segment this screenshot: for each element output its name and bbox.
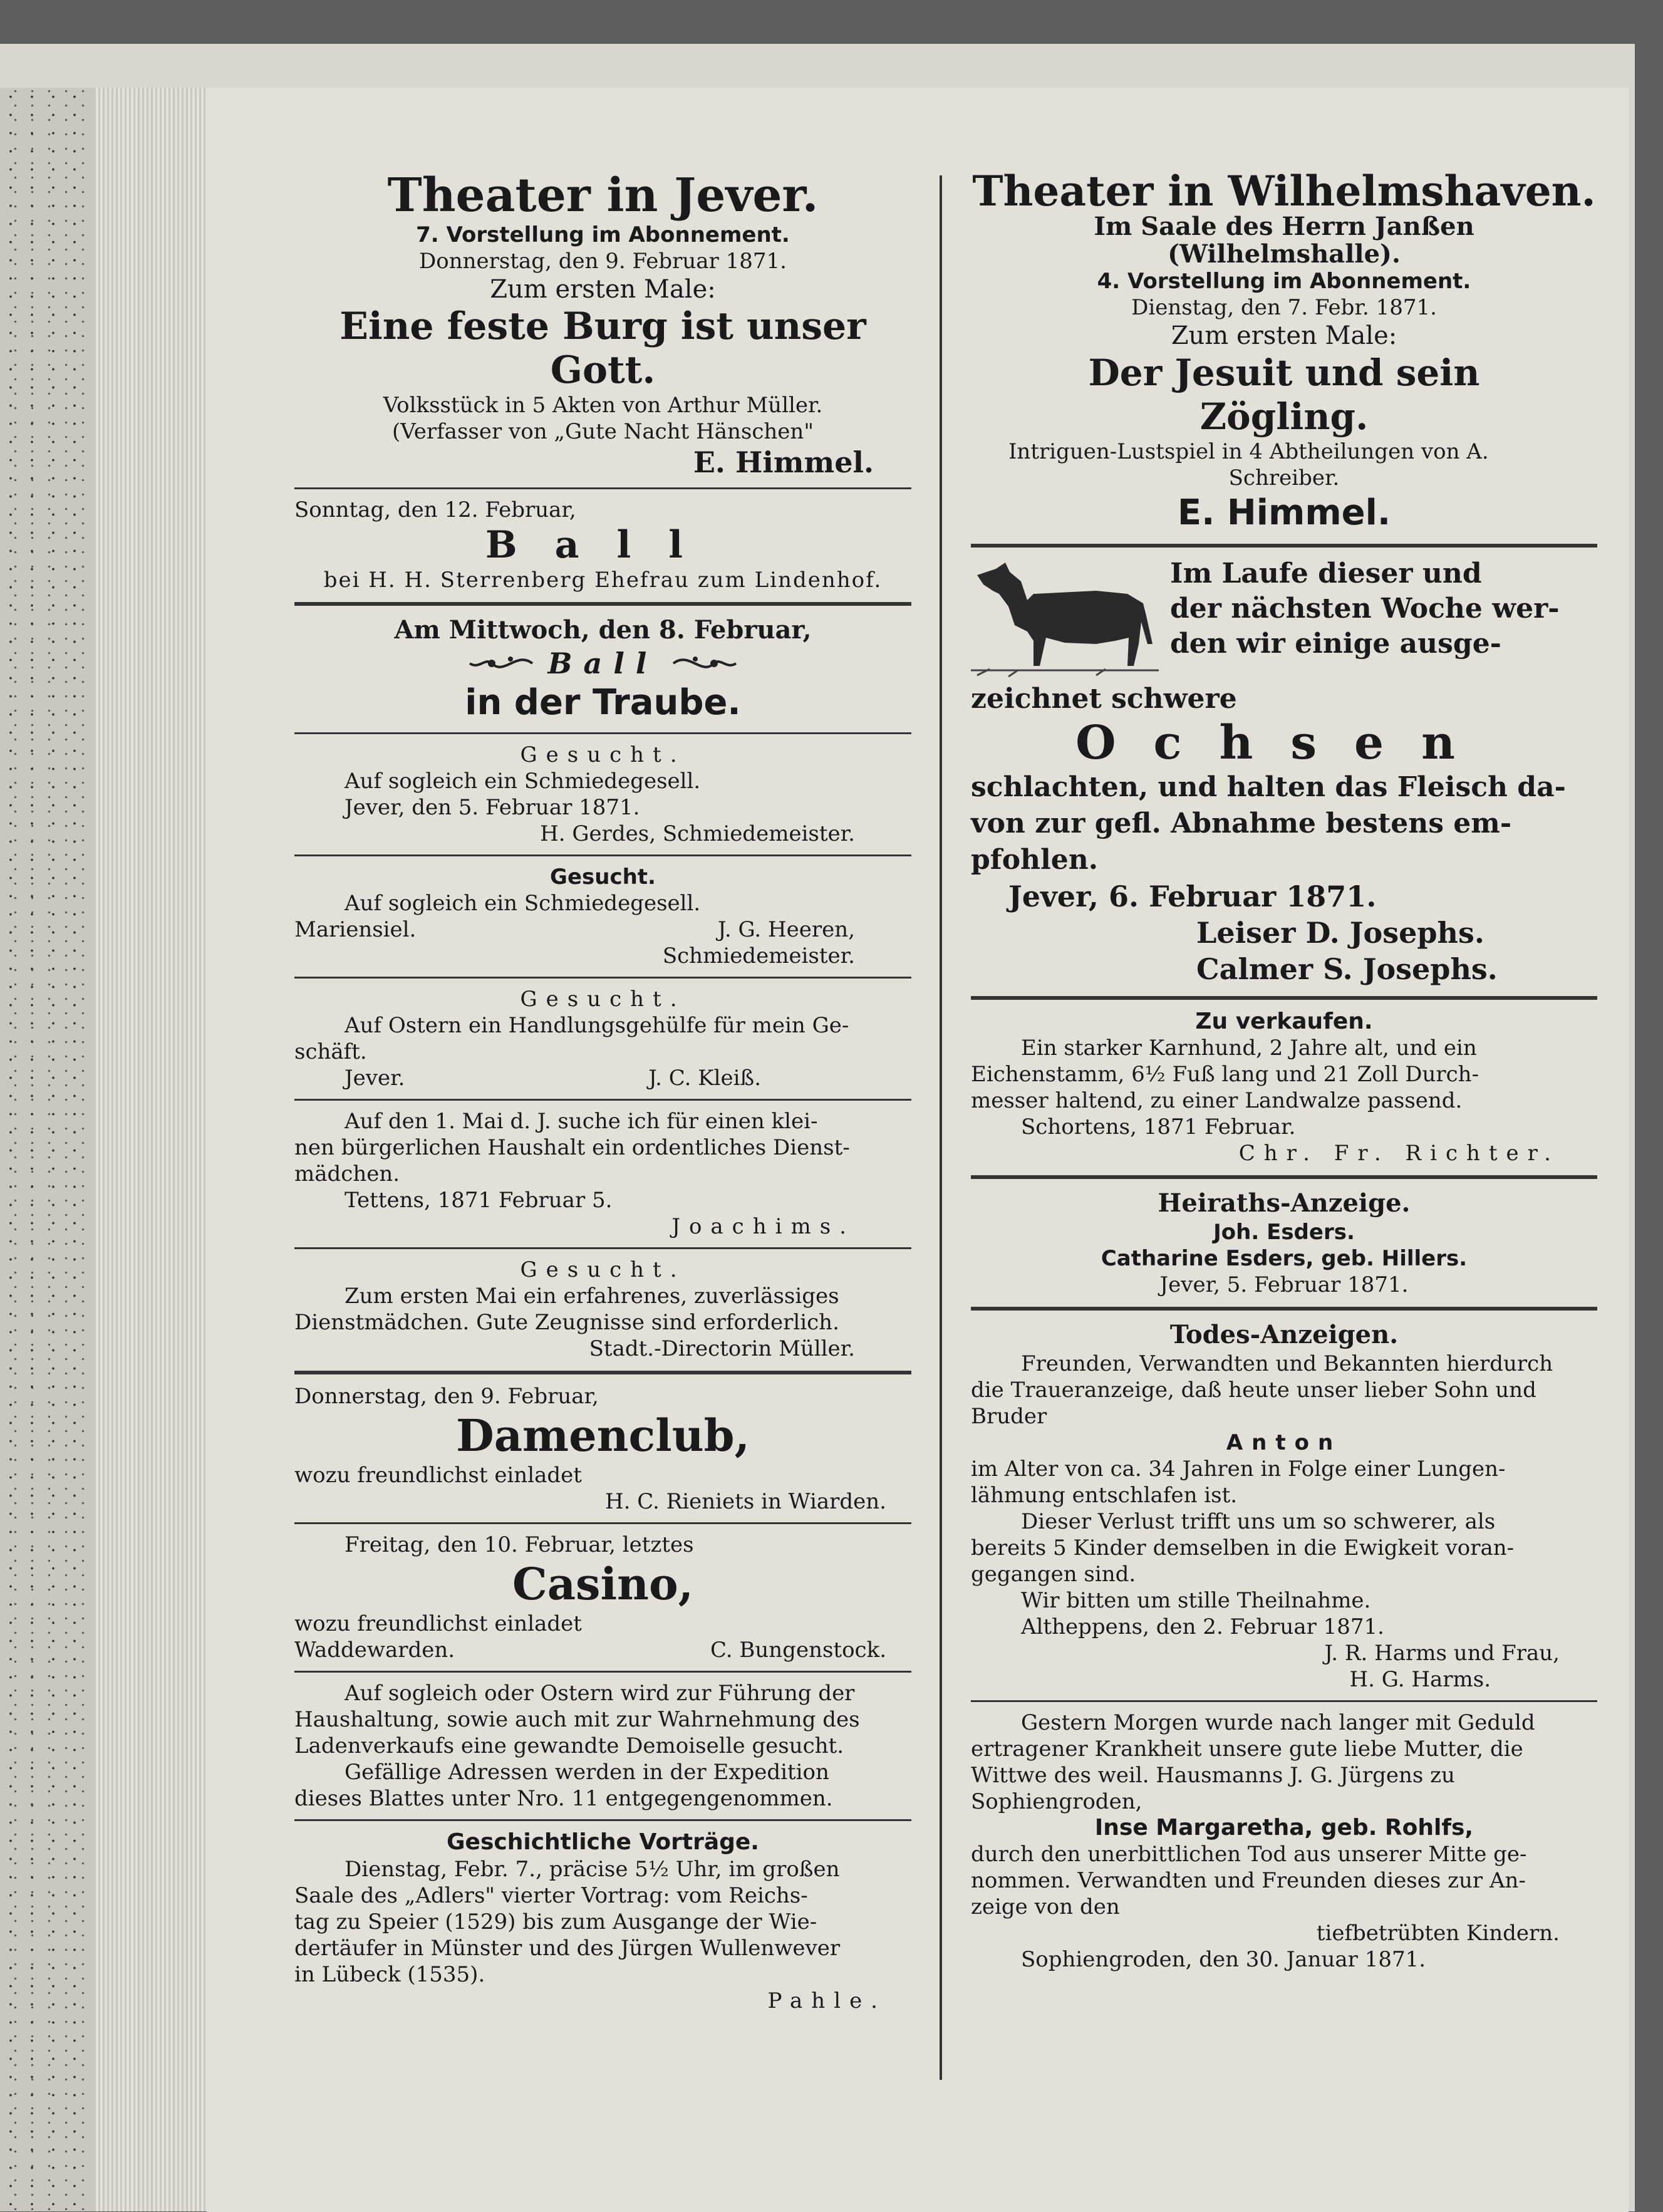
casino-name: C. Bungenstock. [710,1638,886,1663]
divider [294,1819,911,1821]
sale-head: Zu verkaufen. [1195,1009,1373,1034]
ball2-date: Am Mittwoch, den 8. Februar, [394,615,812,645]
ad4-line: nen bürgerlichen Haushalt ein ordentliches Dienst- [294,1135,850,1160]
ox-sign: Leiser D. Josephs. [1196,916,1484,950]
death-line: lähmung entschlafen ist. [971,1483,1238,1508]
death-head: Todes-Anzeigen. [1169,1320,1399,1349]
death-sign: H. G. Harms. [1349,1667,1491,1692]
ox-line: zeichnet schwere [971,683,1237,715]
theater-jever-author: (Verfasser von „Gute Nacht Hänschen" [392,419,814,444]
ox-illustration-icon [971,556,1159,682]
ball2-place: in der Traube. [465,682,741,723]
ad4-line: mädchen. [294,1161,400,1186]
divider [971,996,1597,1000]
divider [294,602,911,606]
ad-demoiselle [294,1680,911,1812]
death2-line: nommen. Verwandten und Freunden dieses zur An- [971,1868,1526,1893]
theater-wh-play-1: Der Jesuit und sein [1088,351,1480,394]
ox-line: schlachten, und halten das Fleisch da- [971,771,1566,803]
divider [971,1175,1597,1179]
ad-schmied-2 [294,864,911,969]
death2-name: Inse Margaretha, geb. Rohlfs, [1094,1815,1474,1841]
death2-line: Wittwe des weil. Hausmanns J. G. Jürgens zu [971,1763,1455,1788]
ox-sign: Calmer S. Josephs. [1196,952,1498,986]
vortrag-line: dertäufer in Münster und des Jürgen Wullenwever [294,1936,841,1961]
divider [294,1671,911,1673]
ad4-name: Joachims. [671,1214,855,1239]
sale-line: Eichenstamm, 6½ Fuß lang und 21 Zoll Durch- [971,1062,1479,1087]
left-flourish-icon [467,648,536,679]
death-sign: J. R. Harms und Frau, [1324,1641,1560,1666]
ad5-line: Stadt.-Directorin Müller. [589,1336,855,1361]
ad5-head: Gesucht. [520,1257,686,1282]
sale-sign: Chr. Fr. Richter. [1238,1141,1560,1166]
club-line: wozu freundlichst einladet [294,1463,582,1488]
death-line: Dieser Verlust trifft uns um so schwerer, als [1021,1509,1496,1534]
ad-schmied-1 [294,742,911,847]
theater-jever-play-1: Eine feste Burg ist unser [339,304,866,348]
ochsen-header [971,556,1597,682]
ball2-ornament [294,646,911,681]
ad3-place: Jever. [345,1066,405,1091]
ad3-name: J. C. Kleiß. [648,1066,761,1091]
divider [294,977,911,979]
club-date: Donnerstag, den 9. Februar, [294,1384,599,1409]
ad4-line: Auf den 1. Mai d. J. suche ich für einen klei- [345,1109,818,1134]
death2-line: durch den unerbittlichen Tod aus unserer Mitte ge- [971,1842,1527,1867]
death2-line: tiefbetrübten Kindern. [1316,1921,1560,1946]
ad6-line: dieses Blattes unter Nro. 11 entgegengenommen. [294,1786,833,1811]
ochsen-title: Ochsen [1075,716,1493,770]
death-line: Wir bitten um stille Theilnahme. [1021,1588,1371,1613]
ochsen-intro [1170,556,1597,662]
casino-date: Freitag, den 10. Februar, letztes [345,1532,694,1557]
todes-ad-2 [971,1710,1597,1973]
ad1-head: Gesucht. [520,742,686,767]
death-line: Bruder [971,1404,1047,1429]
ad6-line: Ladenverkaufs eine gewandte Demoiselle gesucht. [294,1733,844,1758]
ball1-host: bei H. H. Sterrenberg Ehefrau zum Lindenhof. [323,568,883,593]
ball2-title: Ball [547,646,658,680]
casino-ad [294,1532,911,1663]
casino-line: wozu freundlichst einladet [294,1611,582,1636]
ad3-head: Gesucht. [520,987,686,1012]
ochsen-ad [971,556,1597,987]
todes-ad [971,1319,1597,1693]
theater-jever-title: Theater in Jever. [387,169,819,222]
divider [294,854,911,856]
vortrag-line: in Lübeck (1535). [294,1962,485,1987]
ox-line: Im Laufe dieser und [1170,558,1482,589]
death-line: die Traueranzeige, daß heute unser lieber Sohn und [971,1378,1536,1403]
theater-wilhelmshaven-ad [971,169,1597,535]
casino-row [294,1637,911,1663]
divider [971,544,1597,548]
ox-line: von zur gefl. Abnahme bestens em- [971,807,1512,839]
divider [294,487,911,489]
death-line: bereits 5 Kinder demselben in die Ewigkeit voran- [971,1535,1515,1560]
theater-wh-vorstellung: 4. Vorstellung im Abonnement. [1097,269,1471,294]
death-line: Altheppens, den 2. Februar 1871. [1021,1614,1384,1639]
divider [294,1099,911,1101]
theater-wh-play-2: Zögling. [1199,395,1369,438]
death-name: Anton [1226,1430,1342,1455]
ad-dienstmaedchen-1 [294,1108,911,1240]
divider [294,732,911,734]
theater-jever-vorstellung: 7. Vorstellung im Abonnement. [416,222,790,247]
sale-line: Ein starker Karnhund, 2 Jahre alt, und ein [1021,1036,1477,1061]
theater-jever-date: Donnerstag, den 9. Februar 1871. [419,249,787,274]
death2-line: Sophiengroden, [971,1789,1142,1814]
casino-place: Waddewarden. [294,1638,455,1663]
casino-title: Casino, [512,1558,694,1610]
damenclub-ad [294,1383,911,1515]
right-flourish-icon [670,648,739,679]
death-line: gegangen sind. [971,1562,1136,1587]
ad3-row [294,1065,911,1091]
theater-jever-first: Zum ersten Male: [490,275,716,304]
divider [971,1700,1597,1702]
vortrag-line: Dienstag, Febr. 7., präcise 5½ Uhr, im großen [345,1857,840,1882]
sale-line: Schortens, 1871 Februar. [1021,1114,1296,1140]
marriage-line: Catharine Esders, geb. Hillers. [1101,1246,1468,1271]
theater-wh-desc: Intriguen-Lustspiel in 4 Abtheilungen von A. [1008,439,1489,464]
ad-handlung [294,986,911,1091]
right-column [971,169,1597,1973]
ad5-line: Zum ersten Mai ein erfahrenes, zuverlässiges [345,1284,839,1309]
theater-wh-hall: Im Saale des Herrn Janßen [1094,212,1474,241]
ad1-line: H. Gerdes, Schmiedemeister. [540,821,855,846]
death2-line: Gestern Morgen wurde nach langer mit Geduld [1021,1710,1535,1735]
ad3-line: schäft. [294,1039,367,1064]
ad6-line: Haushaltung, sowie auch mit zur Wahrnehmung des [294,1707,860,1732]
ball-lindenhof-ad [294,497,911,593]
ad2-head: Gesucht. [550,865,656,890]
ad2-line: Auf sogleich ein Schmiedegesell. [345,891,701,916]
club-title: Damenclub, [456,1410,750,1462]
heirat-ad [971,1188,1597,1298]
ad5-line: Dienstmädchen. Gute Zeugnisse sind erforderlich. [294,1310,839,1335]
theater-jever-desc: Volksstück in 5 Akten von Arthur Müller. [383,393,823,418]
column-divider [940,175,942,2080]
newspaper-page [207,88,1629,2212]
ox-line: der nächsten Woche wer- [1170,593,1560,625]
ad1-line: Jever, den 5. Februar 1871. [345,795,640,820]
theater-jever-sign: E. Himmel. [693,445,874,479]
death2-line: ertragener Krankheit unsere gute liebe Mutter, die [971,1737,1523,1762]
left-column [294,169,911,2014]
theater-wh-desc: Schreiber. [1228,465,1340,491]
theater-wh-sign: E. Himmel. [1177,492,1391,533]
divider [294,1371,911,1374]
ad2-title: Schmiedemeister. [662,943,855,968]
marriage-head: Heiraths-Anzeige. [1158,1188,1411,1218]
sale-line: messer haltend, zu einer Landwalze passend. [971,1088,1463,1113]
ad2-row [294,916,911,943]
theater-wh-title: Theater in Wilhelmshaven. [972,167,1596,215]
theater-jever-ad [294,169,911,480]
verkauf-ad [971,1009,1597,1166]
ox-line: den wir einige ausge- [1170,628,1501,660]
death-line: Freunden, Verwandten und Bekannten hierdurch [1021,1351,1553,1376]
marriage-line: Joh. Esders. [1213,1220,1355,1245]
marriage-line: Jever, 5. Februar 1871. [1159,1272,1409,1297]
death2-line: zeige von den [971,1894,1120,1919]
ball1-title: Ball [485,523,721,567]
ad6-line: Gefällige Adressen werden in der Expedition [345,1760,829,1785]
ad4-line: Tettens, 1871 Februar 5. [345,1188,613,1213]
divider [294,1522,911,1524]
ad6-line: Auf sogleich oder Ostern wird zur Führung der [345,1681,855,1706]
theater-wh-date: Dienstag, den 7. Febr. 1871. [1131,295,1437,320]
theater-jever-play-2: Gott. [550,348,656,392]
divider [971,1307,1597,1311]
ad3-line: Auf Ostern ein Handlungsgehülfe für mein Ge- [345,1013,849,1038]
theater-wh-hall-2: (Wilhelmshalle). [1168,239,1401,269]
death2-line: Sophiengroden, den 30. Januar 1871. [1021,1947,1426,1972]
speckled-book-edge [0,88,94,2211]
ball-traube-ad [294,615,911,725]
ad2-place: Mariensiel. [294,917,417,942]
ox-date: Jever, 6. Februar 1871. [1008,880,1377,913]
theater-wh-first: Zum ersten Male: [1171,321,1397,350]
vortrag-head: Geschichtliche Vorträge. [447,1829,759,1855]
ad-dienstmaedchen-2 [294,1257,911,1362]
ad1-line: Auf sogleich ein Schmiedegesell. [345,769,701,794]
vortrag-sign: Pahle. [767,1988,886,2013]
vortrag-ad [294,1829,911,2014]
club-line: H. C. Rieniets in Wiarden. [604,1489,886,1514]
ad2-name: J. G. Heeren, [717,917,855,942]
ball1-date: Sonntag, den 12. Februar, [294,497,576,522]
death-line: im Alter von ca. 34 Jahren in Folge einer Lungen- [971,1456,1506,1482]
ox-line: pfohlen. [971,844,1099,876]
divider [294,1247,911,1249]
vortrag-line: tag zu Speier (1529) bis zum Ausgange der Wie- [294,1909,817,1934]
vortrag-line: Saale des „Adlers" vierter Vortrag: vom Reichs- [294,1883,808,1908]
